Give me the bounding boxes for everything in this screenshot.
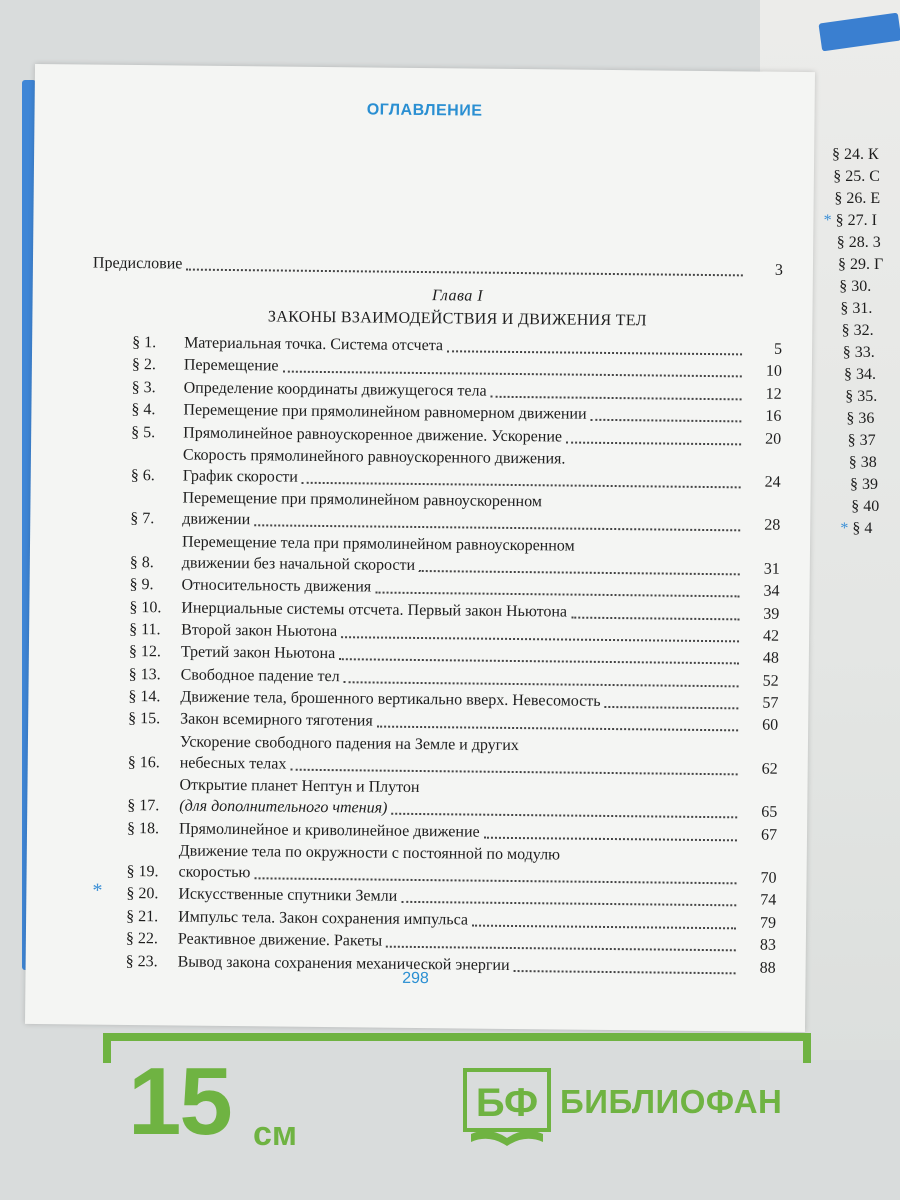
section-title-line: График скорости [182,467,298,486]
right-entry-text: § 30. [839,278,872,295]
right-entry-text: § 31. [840,300,873,317]
right-entry-text: § 26. Е [834,190,881,207]
chapter-title: ЗАКОНЫ ВЗАИМОДЕЙСТВИЯ И ДВИЖЕНИЯ ТЕЛ [267,308,647,330]
leader-dots [375,592,739,598]
section-title-line: Искусственные спутники Земли [178,885,398,906]
chapter-label: Глава I [432,287,484,305]
leader-dots [591,419,742,423]
leader-dots [472,924,736,929]
section-title-line: Вывод закона сохранения механической энергии [177,953,510,974]
section-number: § 12. [128,643,161,661]
section-title-line: Закон всемирного тяготения [180,710,373,730]
brand-name: БИБЛИОФАН [560,1083,783,1120]
page-ref: 48 [762,649,779,668]
leader-dots [339,658,739,664]
section-number: § 15. [128,710,161,728]
page-ref: 20 [765,430,782,448]
section-number: § 18. [126,819,160,837]
page-ref: 70 [760,869,777,887]
page-ref: 5 [774,340,783,358]
section-title-line: Импульс тела. Закон сохранения импульса [178,908,469,929]
leader-dots [254,877,736,884]
ruler-tick-right [803,1033,811,1063]
right-page-entry [837,232,883,254]
leader-dots [566,441,741,445]
leader-dots [290,769,737,776]
section-number: § 14. [128,688,161,706]
right-page-entry [849,452,883,474]
preface-entry [93,253,783,281]
right-entry-text: § 40 [851,498,880,515]
toc-entry [127,774,777,823]
leader-dots [419,570,740,575]
toc-page [25,64,815,1032]
section-title-line: движении без начальной скорости [181,554,416,574]
section-number: § 11. [129,620,161,639]
right-page-entry [840,518,883,540]
section-title-line: Перемещение при прямолинейном равномерном движении [183,401,587,423]
page-ref: 42 [763,627,780,645]
page-number: 298 [402,969,429,988]
leader-dots [282,371,741,378]
section-title-line: Прямолинейное равноускоренное движение. Ускорение [183,424,563,446]
right-entry-text: § 34. [844,366,876,383]
right-entry-text: § 25. С [833,168,880,185]
asterisk-marker-icon: * [92,880,103,903]
table-of-contents [92,253,784,980]
right-entry-text: § 24. К [832,146,879,163]
section-title-line: Прямолинейное и криволинейное движение [178,820,480,841]
leader-dots [377,726,738,732]
toc-entry [131,444,781,493]
leader-dots [605,706,739,709]
page-ref: 28 [764,516,781,535]
section-title-line: Перемещение тела при прямолинейном равноускоренном [181,533,575,555]
right-page-entry [823,210,884,232]
page-title: ОГЛАВЛЕНИЕ [366,101,483,120]
right-page-entry [832,144,883,166]
right-entry-text: § 27. I [835,212,877,229]
section-number: § 21. [126,907,159,926]
leader-dots [186,269,743,277]
section-number: § 4. [131,401,156,419]
asterisk-marker-icon: * [823,212,832,229]
right-page-entry [850,474,883,496]
section-number: § 3. [131,378,156,397]
section-number: § 22. [125,930,158,948]
leader-dots [491,396,742,401]
page-ref: 39 [763,605,780,623]
leader-dots [386,946,736,952]
section-title-line: Перемещение [183,356,279,375]
leader-dots [302,482,741,489]
preface-page: 3 [774,261,784,279]
right-entry-text: § 33. [842,344,875,361]
page-ref: 74 [760,892,777,910]
page-ref: 12 [765,385,782,403]
right-page-entry [833,166,883,188]
section-title-line: Ускорение свободного падения на Земле и других [179,733,519,754]
section-number: § 20. [126,885,159,903]
leader-dots [401,901,736,907]
leader-dots [341,636,739,642]
section-title-line: Инерциальные системы отсчета. Первый закон Ньютона [181,599,568,621]
page-ref: 88 [759,959,776,977]
section-title-line: Открытие планет Нептун и Плутон [179,776,420,797]
section-title-line: Материальная точка. Система отсчета [184,334,444,355]
asterisk-marker-icon: * [840,520,849,537]
page-ref: 52 [762,672,779,690]
ruler-tick-left [103,1033,111,1063]
right-page-entry [834,188,883,210]
leader-dots [571,616,739,620]
section-number: § 7. [130,510,155,528]
page-ref: 83 [759,936,776,954]
page-ref: 65 [761,803,778,822]
leader-dots [344,681,739,687]
right-page-entry [851,496,883,518]
toc-entry [130,531,780,580]
page-ref: 34 [763,582,780,600]
size-value: 15 [128,1048,231,1155]
right-page-entry [838,254,883,276]
right-entry-text: § 29. Г [838,256,884,273]
right-entry-text: § 37 [847,432,876,449]
page-ref: 62 [761,760,778,778]
right-entry-text: § 35. [845,388,878,405]
section-title-line: Реактивное движение. Ракеты [177,930,383,950]
right-page-entry [848,430,884,452]
section-title-line: скоростью [178,863,251,882]
section-title-line: Определение координаты движущегося тела [183,379,487,400]
section-title-line: Второй закон Ньютона [181,621,338,641]
right-page-entry [842,320,884,342]
leader-dots [484,836,737,841]
toc-entry [126,840,776,889]
right-entry-text: § 32. [841,322,874,339]
section-title-line: Свободное падение тел [180,666,340,685]
page-ref: 24 [764,473,781,491]
ruler-bar [103,1033,811,1041]
page-ref: 16 [765,407,782,425]
section-number: § 19. [126,862,159,881]
section-title-line: Скорость прямолинейного равноускоренного движения. [182,446,566,468]
right-entry-text: § 28. 3 [836,234,881,251]
right-entry-text: § 38 [848,454,877,471]
page-ref: 60 [762,717,779,735]
right-page-entry [843,342,883,364]
section-title-line: Перемещение при прямолинейном равноускоренном [182,489,543,511]
right-page-entries [823,144,884,540]
section-number: § 8. [129,553,154,571]
section-number: § 9. [129,576,154,594]
page-ref: 79 [760,914,777,932]
right-entry-text: § 4 [852,520,873,537]
size-unit: см [253,1115,298,1153]
page-ref: 57 [762,694,779,712]
right-page-entry [840,298,883,320]
section-title-line: небесных телах [179,754,287,773]
page-ref: 67 [760,826,778,844]
section-number: § 6. [130,466,155,485]
leader-dots [447,350,742,355]
toc-entry [130,487,780,536]
section-number: § 5. [131,423,156,441]
page-ref: 10 [765,363,782,381]
leader-dots [391,813,737,819]
section-number: § 2. [131,356,156,374]
leader-dots [254,525,740,532]
section-title-line: Третий закон Ньютона [180,643,336,663]
preface-label: Предисловие [92,254,183,273]
right-entry-text: § 36 [846,410,875,427]
right-page-entry [845,386,883,408]
bibliofan-logo-icon [463,1068,551,1146]
logo-letters: БФ [475,1081,539,1125]
right-entry-text: § 39 [850,476,878,493]
section-title-line: Движение тела, брошенного вертикально вверх. Невесомость [180,688,601,710]
right-page-entry [846,408,883,430]
entries-list [92,332,783,978]
section-title-line: Движение тела по окружности с постоянной по модулю [178,842,561,864]
section-number: § 1. [132,333,157,352]
section-title-line: Относительность движения [181,576,372,596]
page-ref: 31 [763,560,780,578]
section-title-line: движении [182,510,251,529]
section-title-line: (для дополнительного чтения) [179,797,388,817]
right-page-entry [839,276,883,298]
section-number: § 23. [125,952,158,970]
toc-entry [128,731,778,780]
section-number: § 13. [128,665,161,683]
section-number: § 16. [127,753,160,772]
section-number: § 10. [129,598,162,616]
right-page-entry [844,364,883,386]
section-number: § 17. [127,797,160,815]
